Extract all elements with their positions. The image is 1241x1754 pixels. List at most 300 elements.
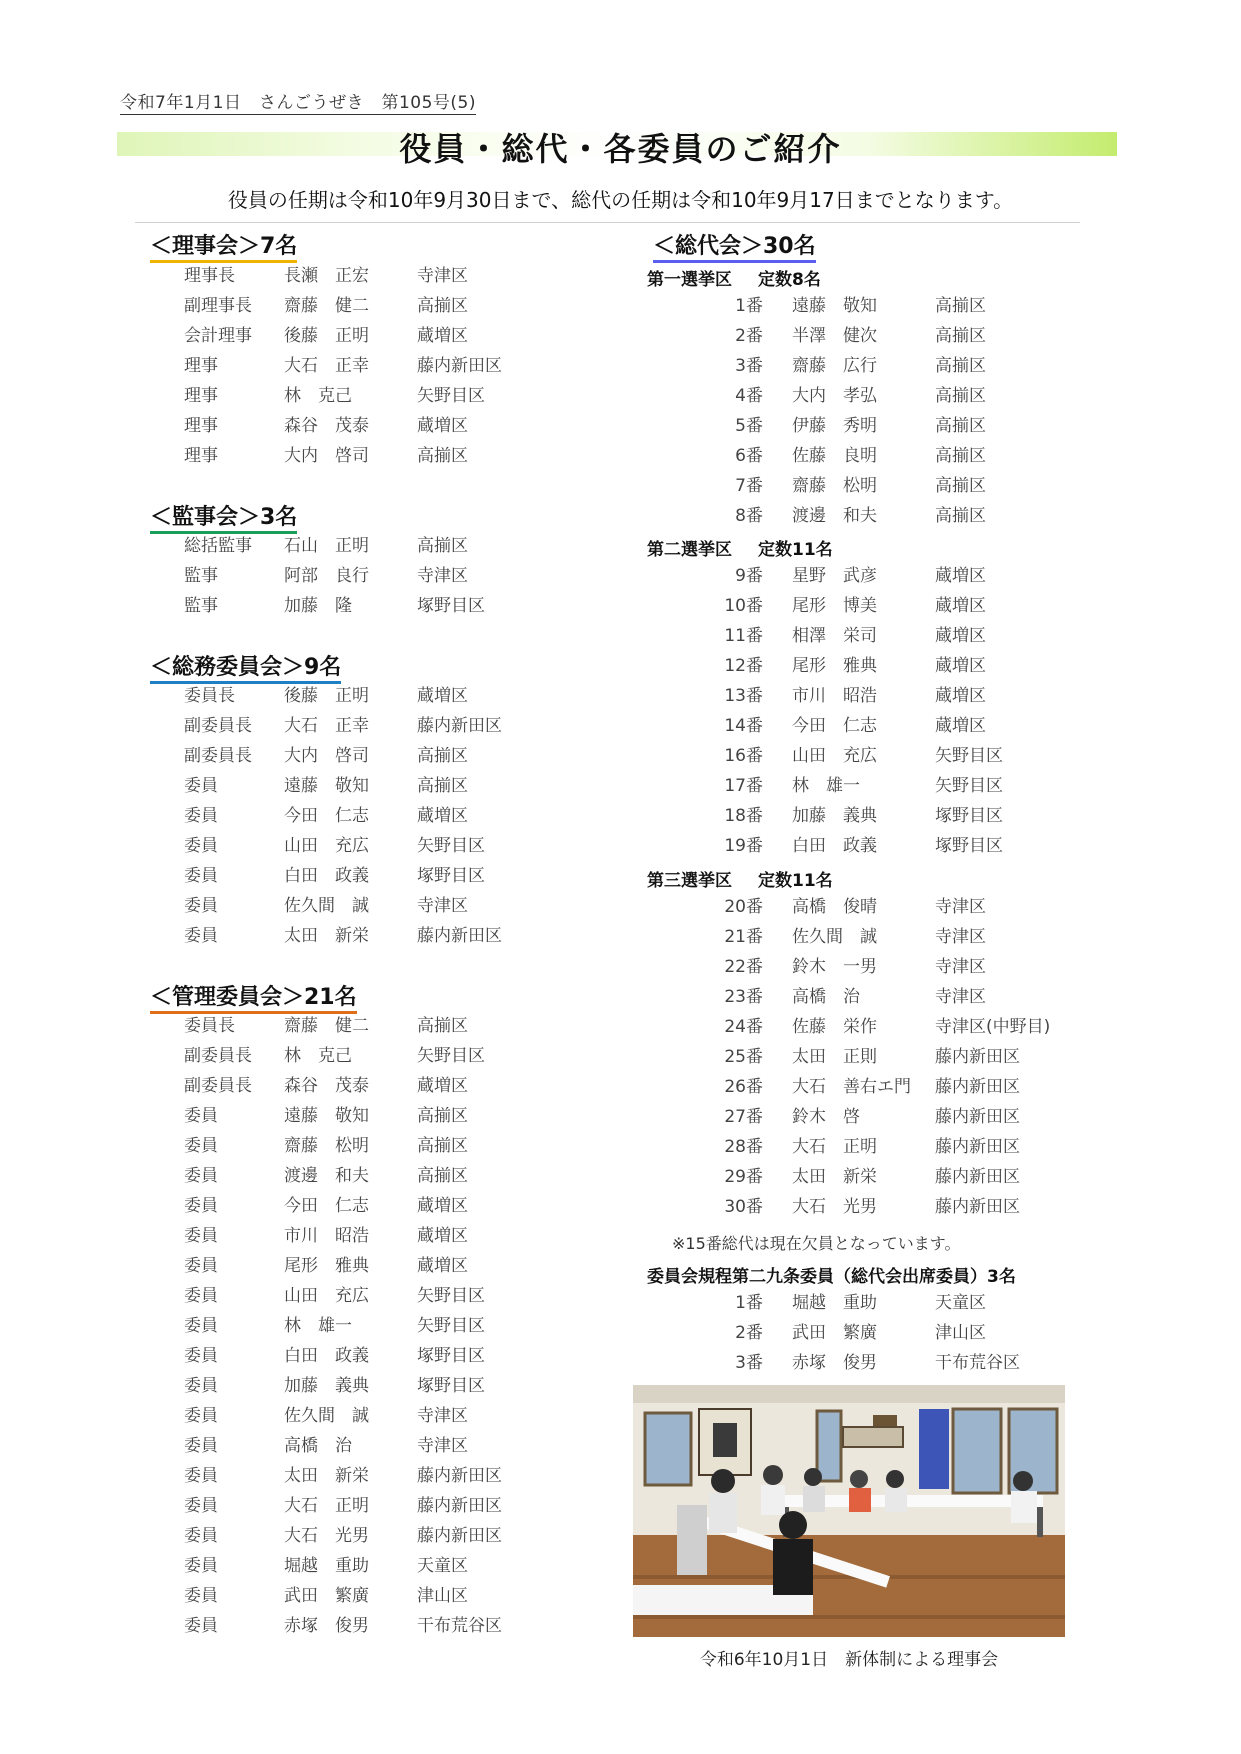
member-role: 副理事長 [184,296,252,316]
district-name: 第一選挙区 [647,270,732,290]
delegate-name: 鈴木 一男 [792,957,877,977]
delegate-row [672,711,1092,741]
member-role: 委員 [184,896,218,916]
member-district: 矢野目区 [417,1046,485,1066]
delegate-row [672,651,1092,681]
member-name: 齋藤 健二 [284,296,369,316]
district-1-header [647,265,847,290]
delegate-number: 16番 [724,746,763,766]
member-row [184,1341,584,1371]
delegate-district: 高揃区 [935,296,986,316]
delegate-row [672,471,1092,501]
delegate-row [672,381,1092,411]
delegate-name: 高橋 俊晴 [792,897,877,917]
delegate-row [672,321,1092,351]
member-row [184,321,584,351]
member-role: 理事 [184,386,218,406]
delegate-number: 9番 [735,566,763,586]
delegate-district: 藤内新田区 [935,1047,1020,1067]
member-row [184,1461,584,1491]
delegate-name: 半澤 健次 [792,326,877,346]
member-role: 委員 [184,1196,218,1216]
delegate-name: 大石 善右エ門 [792,1077,911,1097]
delegate-district: 高揃区 [935,326,986,346]
delegate-district: 寺津区(中野目) [935,1017,1051,1037]
delegate-name: 武田 繁廣 [792,1323,877,1343]
delegate-name: 白田 政義 [792,836,877,856]
delegate-name: 太田 新栄 [792,1167,877,1187]
delegate-district: 矢野目区 [935,776,1003,796]
delegate-name: 星野 武彦 [792,566,877,586]
member-name: 山田 充広 [284,836,369,856]
member-name: 高橋 治 [284,1436,352,1456]
member-row [184,1551,584,1581]
member-row [184,1311,584,1341]
member-name: 太田 新栄 [284,1466,369,1486]
member-row [184,831,584,861]
delegate-number: 10番 [724,596,763,616]
delegate-district: 高揃区 [935,416,986,436]
delegate-number: 26番 [724,1077,763,1097]
delegate-district: 蔵増区 [935,596,986,616]
member-district: 寺津区 [417,896,468,916]
member-name: 武田 繁廣 [284,1586,369,1606]
delegate-name: 高橋 治 [792,987,860,1007]
delegate-name: 鈴木 啓 [792,1107,860,1127]
delegate-number: 22番 [724,957,763,977]
delegate-number: 18番 [724,806,763,826]
member-district: 蔵増区 [417,1196,468,1216]
member-role: 会計理事 [184,326,252,346]
delegate-district: 高揃区 [935,356,986,376]
delegate-name: 市川 昭浩 [792,686,877,706]
delegate-district: 蔵増区 [935,566,986,586]
member-role: 副委員長 [184,1076,252,1096]
delegate-row [672,982,1092,1012]
delegate-district: 矢野目区 [935,746,1003,766]
delegate-row [672,681,1092,711]
member-district: 寺津区 [417,1406,468,1426]
member-district: 蔵増区 [417,686,468,706]
member-row [184,1371,584,1401]
member-name: 大内 啓司 [284,446,369,466]
delegate-row [672,561,1092,591]
vacancy-note: ※15番総代は現在欠員となっています。 [672,1234,961,1253]
member-district: 塚野目区 [417,1376,485,1396]
delegate-name: 佐久間 誠 [792,927,877,947]
district-3-header [647,866,859,891]
member-row [184,891,584,921]
member-district: 藤内新田区 [417,356,502,376]
delegate-number: 2番 [735,1323,763,1343]
member-district: 高揃区 [417,776,468,796]
member-role: 委員 [184,1376,218,1396]
member-district: 藤内新田区 [417,716,502,736]
delegate-district: 藤内新田区 [935,1137,1020,1157]
rijikai-title: ＜理事会＞7名 [150,229,297,263]
member-role: 委員 [184,1406,218,1426]
member-district: 高揃区 [417,536,468,556]
member-row [184,1581,584,1611]
member-row [184,1431,584,1461]
member-row [184,291,584,321]
member-role: 委員 [184,1136,218,1156]
delegate-district: 藤内新田区 [935,1167,1020,1187]
delegate-number: 25番 [724,1047,763,1067]
member-district: 蔵増区 [417,1256,468,1276]
delegate-district: 塚野目区 [935,806,1003,826]
delegate-number: 29番 [724,1167,763,1187]
member-district: 蔵増区 [417,326,468,346]
district-2-list [672,561,1092,861]
member-row [184,591,584,621]
member-district: 塚野目区 [417,1346,485,1366]
delegate-row [672,741,1092,771]
member-name: 林 克己 [284,1046,352,1066]
member-name: 赤塚 俊男 [284,1616,369,1636]
delegate-name: 佐藤 栄作 [792,1017,877,1037]
member-row [184,1491,584,1521]
delegate-row [672,1288,1092,1318]
member-row [184,1011,584,1041]
member-role: 委員長 [184,1016,235,1036]
delegate-name: 林 雄一 [792,776,860,796]
kanjikai-list [184,531,584,621]
photo-caption: 令和6年10月1日 新体制による理事会 [699,1650,999,1670]
delegate-row [672,801,1092,831]
sodai-title: ＜総代会＞30名 [653,229,816,263]
member-district: 高揃区 [417,1166,468,1186]
member-row [184,1101,584,1131]
delegate-row [672,1102,1092,1132]
member-district: 塚野目区 [417,596,485,616]
member-row [184,1251,584,1281]
district-quota: 定数8名 [758,270,821,290]
issue-header: 令和7年1月1日 さんごうぜき 第105号(5) [120,88,476,115]
delegate-row [672,621,1092,651]
delegate-row [672,771,1092,801]
member-district: 高揃区 [417,1016,468,1036]
delegate-row [672,831,1092,861]
member-district: 藤内新田区 [417,1466,502,1486]
delegate-name: 齋藤 広行 [792,356,877,376]
delegate-name: 山田 充広 [792,746,877,766]
member-district: 塚野目区 [417,866,485,886]
delegate-number: 13番 [724,686,763,706]
member-district: 蔵増区 [417,1076,468,1096]
member-row [184,711,584,741]
board-meeting-photo [633,1385,1065,1637]
delegate-number: 3番 [735,1353,763,1373]
member-row [184,681,584,711]
district-2-header [647,535,859,560]
member-name: 白田 政義 [284,1346,369,1366]
member-row [184,1191,584,1221]
member-row [184,771,584,801]
member-role: 委員 [184,806,218,826]
member-district: 寺津区 [417,266,468,286]
delegate-name: 伊藤 秀明 [792,416,877,436]
delegate-district: 藤内新田区 [935,1197,1020,1217]
delegate-row [672,1192,1092,1222]
delegate-name: 大石 正明 [792,1137,877,1157]
delegate-district: 高揃区 [935,386,986,406]
member-row [184,921,584,951]
delegate-number: 14番 [724,716,763,736]
delegate-district: 寺津区 [935,927,986,947]
delegate-row [672,501,1092,531]
member-role: 委員 [184,1466,218,1486]
member-row [184,441,584,471]
somu-title: ＜総務委員会＞9名 [150,650,341,684]
delegate-row [672,1042,1092,1072]
member-role: 委員 [184,1286,218,1306]
delegate-number: 3番 [735,356,763,376]
member-name: 後藤 正明 [284,326,369,346]
member-name: 大石 正幸 [284,356,369,376]
rijikai-list [184,261,584,471]
article29-title: 委員会規程第二九条委員（総代会出席委員）3名 [647,1267,1016,1287]
kanri-list [184,1011,584,1641]
member-district: 寺津区 [417,1436,468,1456]
delegate-row [672,922,1092,952]
member-name: 齋藤 松明 [284,1136,369,1156]
member-row [184,801,584,831]
member-name: 太田 新栄 [284,926,369,946]
delegate-district: 干布荒谷区 [935,1353,1020,1373]
page-title: 役員・総代・各委員のご紹介 [399,130,842,168]
district-name: 第三選挙区 [647,871,732,891]
member-district: 干布荒谷区 [417,1616,502,1636]
delegate-row [672,1012,1092,1042]
member-row [184,1611,584,1641]
member-district: 藤内新田区 [417,1496,502,1516]
delegate-row [672,892,1092,922]
member-district: 蔵増区 [417,1226,468,1246]
delegate-row [672,1348,1092,1378]
member-role: 委員 [184,836,218,856]
delegate-district: 高揃区 [935,506,986,526]
member-name: 阿部 良行 [284,566,369,586]
member-role: 副委員長 [184,716,252,736]
delegate-row [672,441,1092,471]
delegate-name: 堀越 重助 [792,1293,877,1313]
district-name: 第二選挙区 [647,540,732,560]
delegate-number: 30番 [724,1197,763,1217]
member-row [184,351,584,381]
member-role: 委員 [184,1526,218,1546]
member-name: 大石 正明 [284,1496,369,1516]
member-row [184,1401,584,1431]
delegate-row [672,411,1092,441]
member-name: 堀越 重助 [284,1556,369,1576]
member-name: 森谷 茂泰 [284,1076,369,1096]
member-district: 矢野目区 [417,1286,485,1306]
member-district: 高揃区 [417,746,468,766]
member-row [184,741,584,771]
member-role: 理事長 [184,266,235,286]
delegate-number: 19番 [724,836,763,856]
delegate-district: 寺津区 [935,957,986,977]
member-district: 藤内新田区 [417,926,502,946]
member-name: 大石 正幸 [284,716,369,736]
member-district: 藤内新田区 [417,1526,502,1546]
member-row [184,411,584,441]
delegate-district: 藤内新田区 [935,1107,1020,1127]
district-quota: 定数11名 [758,871,833,891]
somu-list [184,681,584,951]
member-role: 委員 [184,1346,218,1366]
member-role: 総括監事 [184,536,252,556]
member-district: 矢野目区 [417,836,485,856]
delegate-number: 17番 [724,776,763,796]
member-role: 委員 [184,1226,218,1246]
delegate-name: 尾形 雅典 [792,656,877,676]
delegate-number: 1番 [735,296,763,316]
member-role: 委員 [184,1436,218,1456]
delegate-row [672,1072,1092,1102]
delegate-row [672,1162,1092,1192]
delegate-name: 遠藤 敬知 [792,296,877,316]
member-name: 佐久間 誠 [284,1406,369,1426]
member-role: 委員 [184,1496,218,1516]
member-district: 津山区 [417,1586,468,1606]
delegate-number: 8番 [735,506,763,526]
member-name: 大内 啓司 [284,746,369,766]
member-role: 監事 [184,566,218,586]
delegate-number: 24番 [724,1017,763,1037]
member-name: 後藤 正明 [284,686,369,706]
member-role: 委員 [184,1106,218,1126]
delegate-row [672,1132,1092,1162]
article29-list [672,1288,1092,1378]
member-name: 遠藤 敬知 [284,776,369,796]
delegate-name: 大石 光男 [792,1197,877,1217]
divider [135,222,1080,223]
member-district: 天童区 [417,1556,468,1576]
delegate-number: 6番 [735,446,763,466]
member-name: 今田 仁志 [284,1196,369,1216]
member-name: 佐久間 誠 [284,896,369,916]
district-quota: 定数11名 [758,540,833,560]
term-notice: 役員の任期は令和10年9月30日まで、総代の任期は令和10年9月17日までとなります。 [227,188,1014,212]
member-name: 林 雄一 [284,1316,352,1336]
member-name: 加藤 隆 [284,596,352,616]
member-row [184,1131,584,1161]
member-district: 高揃区 [417,296,468,316]
member-role: 委員 [184,1556,218,1576]
member-role: 委員 [184,1616,218,1636]
delegate-number: 27番 [724,1107,763,1127]
delegate-district: 塚野目区 [935,836,1003,856]
member-row [184,531,584,561]
delegate-district: 津山区 [935,1323,986,1343]
member-name: 森谷 茂泰 [284,416,369,436]
delegate-district: 藤内新田区 [935,1077,1020,1097]
member-name: 石山 正明 [284,536,369,556]
delegate-name: 尾形 博美 [792,596,877,616]
member-district: 寺津区 [417,566,468,586]
member-row [184,561,584,591]
delegate-district: 高揃区 [935,446,986,466]
member-role: 委員長 [184,686,235,706]
delegate-district: 寺津区 [935,987,986,1007]
member-district: 矢野目区 [417,1316,485,1336]
member-role: 委員 [184,1586,218,1606]
member-role: 監事 [184,596,218,616]
member-name: 大石 光男 [284,1526,369,1546]
delegate-name: 齋藤 松明 [792,476,877,496]
delegate-number: 28番 [724,1137,763,1157]
delegate-name: 加藤 義典 [792,806,877,826]
member-name: 渡邊 和夫 [284,1166,369,1186]
delegate-name: 今田 仁志 [792,716,877,736]
delegate-district: 蔵増区 [935,686,986,706]
member-row [184,1221,584,1251]
delegate-number: 7番 [735,476,763,496]
district-1-list [672,291,1092,531]
delegate-name: 大内 孝弘 [792,386,877,406]
delegate-row [672,952,1092,982]
delegate-name: 赤塚 俊男 [792,1353,877,1373]
delegate-name: 佐藤 良明 [792,446,877,466]
kanjikai-title: ＜監事会＞3名 [150,500,297,534]
member-name: 加藤 義典 [284,1376,369,1396]
member-district: 蔵増区 [417,806,468,826]
delegate-number: 21番 [724,927,763,947]
delegate-name: 相澤 栄司 [792,626,877,646]
delegate-number: 20番 [724,897,763,917]
delegate-row [672,291,1092,321]
member-role: 理事 [184,446,218,466]
delegate-number: 1番 [735,1293,763,1313]
delegate-number: 2番 [735,326,763,346]
member-row [184,1071,584,1101]
member-name: 今田 仁志 [284,806,369,826]
member-name: 林 克己 [284,386,352,406]
member-role: 委員 [184,1256,218,1276]
delegate-number: 4番 [735,386,763,406]
member-role: 委員 [184,866,218,886]
delegate-number: 11番 [724,626,763,646]
member-name: 遠藤 敬知 [284,1106,369,1126]
member-name: 尾形 雅典 [284,1256,369,1276]
member-row [184,861,584,891]
member-name: 山田 充広 [284,1286,369,1306]
member-row [184,1041,584,1071]
member-district: 矢野目区 [417,386,485,406]
member-role: 委員 [184,926,218,946]
delegate-row [672,351,1092,381]
member-district: 高揃区 [417,446,468,466]
member-district: 蔵増区 [417,416,468,436]
member-district: 高揃区 [417,1136,468,1156]
member-row [184,1521,584,1551]
member-name: 長瀬 正宏 [284,266,369,286]
member-row [184,261,584,291]
member-role: 理事 [184,356,218,376]
delegate-district: 蔵増区 [935,626,986,646]
delegate-district: 寺津区 [935,897,986,917]
delegate-district: 蔵増区 [935,716,986,736]
kanri-title: ＜管理委員会＞21名 [150,980,357,1014]
member-district: 高揃区 [417,1106,468,1126]
delegate-row [672,591,1092,621]
delegate-number: 12番 [724,656,763,676]
delegate-number: 5番 [735,416,763,436]
member-row [184,1281,584,1311]
delegate-name: 渡邊 和夫 [792,506,877,526]
